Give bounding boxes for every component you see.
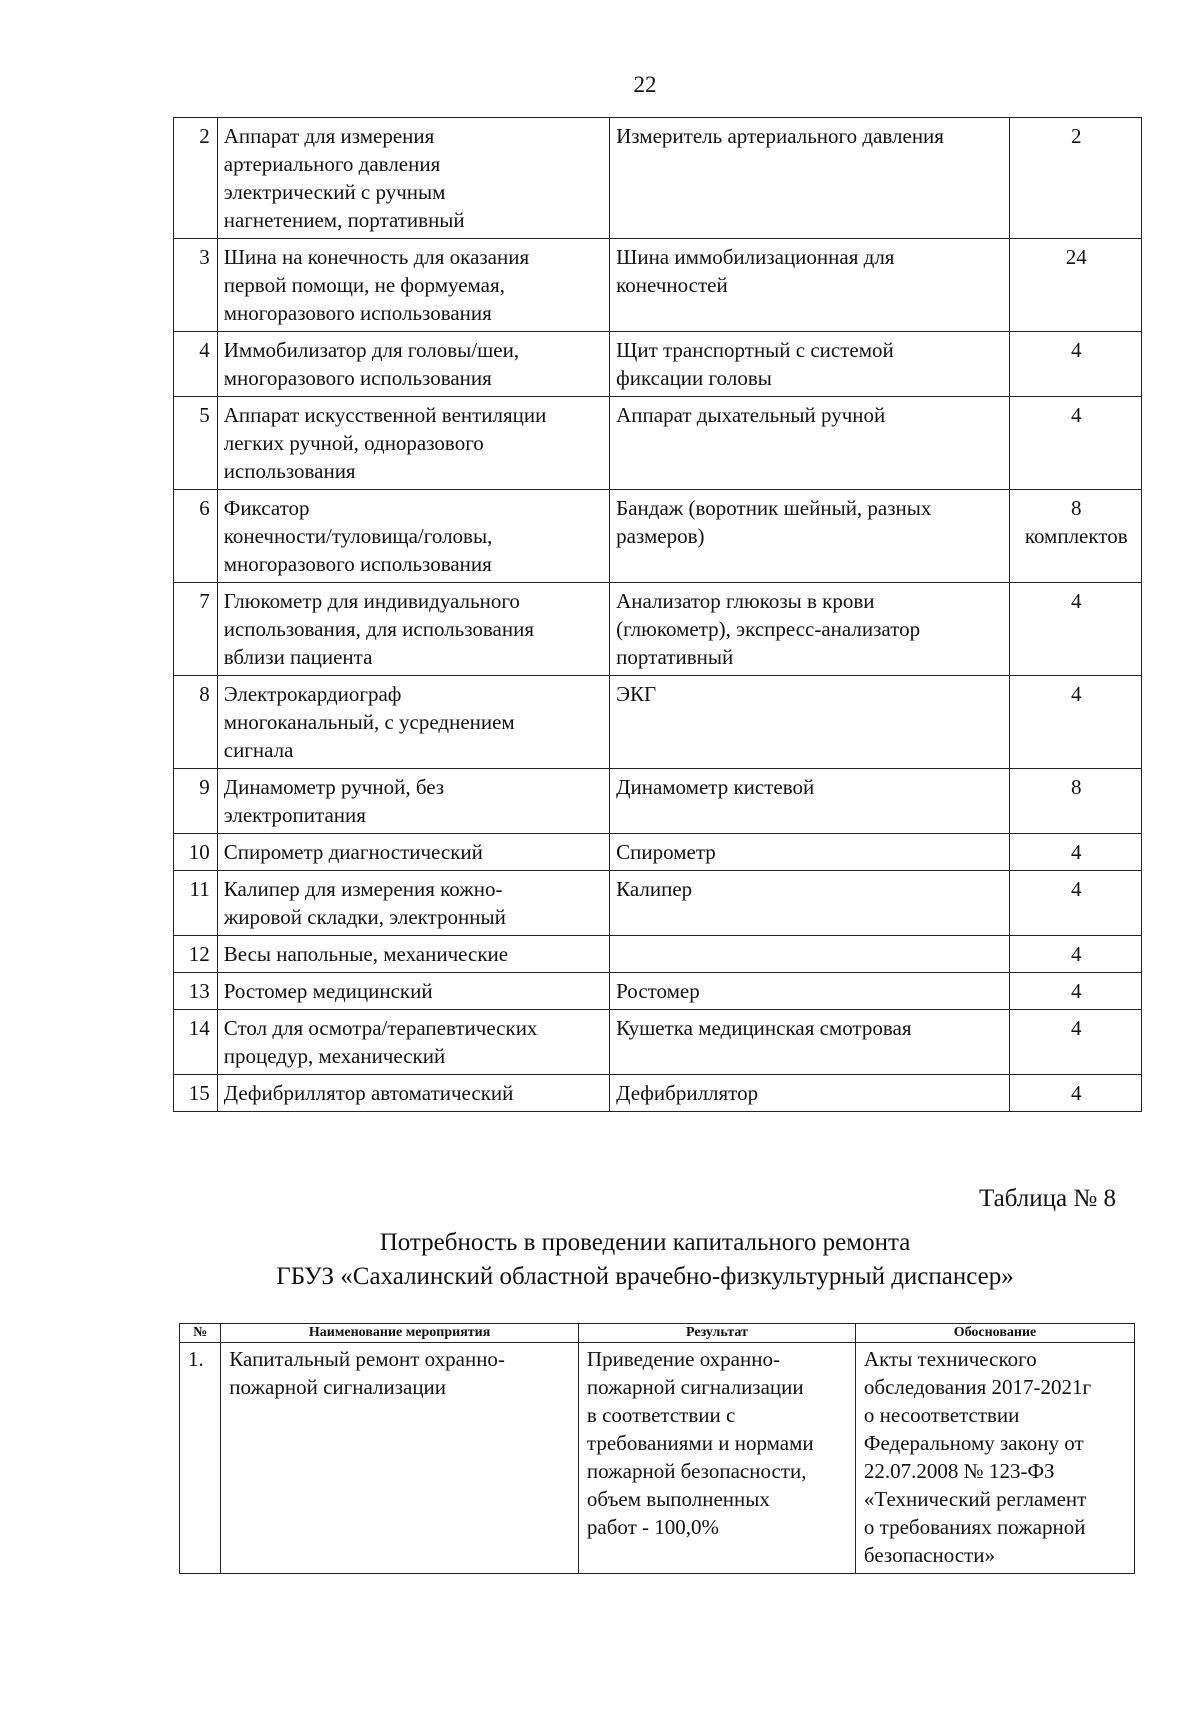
equipment-analog-line: конечностей (616, 273, 728, 297)
table-row (174, 583, 1142, 676)
equipment-name (217, 973, 609, 1010)
equipment-analog-line: Дефибриллятор (616, 1081, 759, 1105)
equipment-analog-line: (глюкометр), экспресс-анализатор (616, 617, 921, 641)
equipment-quantity (1010, 834, 1142, 871)
equipment-name-line: процедур, механический (223, 1044, 446, 1068)
row-number: 12 (174, 936, 218, 973)
header-event: Наименование мероприятия (221, 1324, 579, 1343)
equipment-quantity-line: 4 (1070, 979, 1082, 1003)
equipment-name (217, 239, 609, 332)
table-row (174, 239, 1142, 332)
table-row (174, 834, 1142, 871)
header-result: Результат (578, 1324, 855, 1343)
equipment-name-line: артериального давления (223, 152, 441, 176)
equipment-name-line: Шина на конечность для оказания (223, 245, 530, 269)
table-label: Таблица № 8 (978, 1185, 1116, 1212)
equipment-name (217, 397, 609, 490)
equipment-quantity (1010, 936, 1142, 973)
equipment-analog (610, 973, 1010, 1010)
equipment-name-line: Динамометр ручной, без (223, 775, 445, 799)
equipment-name (217, 936, 609, 973)
event-basis-line: обследования 2017-2021г (863, 1375, 1092, 1399)
repair-table (179, 1323, 1135, 1574)
repair-table-header-row (180, 1324, 1135, 1343)
equipment-analog-line: Измеритель артериального давления (616, 124, 944, 148)
event-result-line: работ - 100,0% (586, 1515, 720, 1539)
equipment-quantity-line: 4 (1070, 942, 1082, 966)
equipment-name-line: конечности/туловища/головы, (223, 524, 493, 548)
row-number: 8 (174, 676, 218, 769)
equipment-analog (610, 239, 1010, 332)
equipment-quantity-line: 8 (1070, 775, 1082, 799)
equipment-analog-line: Щит транспортный с системой (616, 338, 894, 362)
equipment-quantity-line: 4 (1070, 840, 1082, 864)
equipment-name (217, 490, 609, 583)
equipment-quantity (1010, 118, 1142, 239)
equipment-name-line: Спирометр диагностический (223, 840, 483, 864)
equipment-name-line: использования, для использования (223, 617, 535, 641)
event-result-line: объем выполненных (586, 1487, 770, 1511)
equipment-name (217, 676, 609, 769)
equipment-quantity-line: комплектов (1024, 524, 1128, 548)
header-num: № (180, 1324, 221, 1343)
row-number: 1. (180, 1343, 221, 1574)
equipment-quantity-line: 2 (1070, 124, 1082, 148)
equipment-analog (610, 397, 1010, 490)
equipment-analog-line: ЭКГ (616, 682, 657, 706)
equipment-analog-line: Аппарат дыхательный ручной (616, 403, 886, 427)
table-row (174, 490, 1142, 583)
row-number: 4 (174, 332, 218, 397)
equipment-name-line: Глюкометр для индивидуального (223, 589, 520, 613)
row-number: 14 (174, 1010, 218, 1075)
equipment-name-line: Электрокардиограф (223, 682, 402, 706)
equipment-name (217, 1010, 609, 1075)
equipment-analog-line: Калипер (616, 877, 693, 901)
equipment-quantity-line: 4 (1070, 877, 1082, 901)
table-title-line-2: ГБУЗ «Сахалинский областной врачебно-физкультурный диспансер» (276, 1263, 1014, 1290)
event-basis-line: Федеральному закону от (863, 1431, 1084, 1455)
event-basis-line: о требованиях пожарной (863, 1515, 1086, 1539)
event-basis-line: безопасности» (863, 1543, 995, 1567)
equipment-name (217, 769, 609, 834)
equipment-analog-line: размеров) (616, 524, 705, 548)
equipment-name (217, 332, 609, 397)
equipment-name-line: многоразового использования (223, 552, 492, 576)
event-result-line: пожарной безопасности, (586, 1459, 807, 1483)
equipment-analog-line: Шина иммобилизационная для (616, 245, 895, 269)
event-result-line: пожарной сигнализации (586, 1375, 804, 1399)
equipment-quantity-line: 4 (1070, 338, 1082, 362)
equipment-name (217, 583, 609, 676)
equipment-analog-line: Бандаж (воротник шейный, разных (616, 496, 932, 520)
row-number: 5 (174, 397, 218, 490)
equipment-analog (610, 490, 1010, 583)
equipment-analog (610, 834, 1010, 871)
equipment-quantity (1010, 1010, 1142, 1075)
equipment-quantity-line: 4 (1070, 589, 1082, 613)
event-result (578, 1343, 855, 1574)
equipment-name-line: сигнала (223, 738, 294, 762)
table-row (174, 332, 1142, 397)
row-number: 11 (174, 871, 218, 936)
equipment-name-line: вблизи пациента (223, 645, 373, 669)
table-row (174, 676, 1142, 769)
equipment-quantity-line: 4 (1070, 1016, 1082, 1040)
equipment-quantity (1010, 583, 1142, 676)
table-row (180, 1343, 1135, 1574)
row-number: 9 (174, 769, 218, 834)
equipment-quantity (1010, 973, 1142, 1010)
event-result-line: Приведение охранно- (586, 1347, 780, 1371)
equipment-table (173, 117, 1142, 1112)
row-number: 13 (174, 973, 218, 1010)
row-number: 7 (174, 583, 218, 676)
event-basis (855, 1343, 1134, 1574)
equipment-quantity (1010, 871, 1142, 936)
equipment-quantity (1010, 332, 1142, 397)
equipment-name-line: Калипер для измерения кожно- (223, 877, 503, 901)
equipment-name (217, 834, 609, 871)
equipment-name-line: Весы напольные, механические (223, 942, 509, 966)
equipment-name-line: использования (223, 459, 356, 483)
row-number: 10 (174, 834, 218, 871)
table-row (174, 936, 1142, 973)
table-row (174, 118, 1142, 239)
equipment-name-line: многоканальный, с усреднением (223, 710, 515, 734)
equipment-quantity-line: 4 (1070, 403, 1082, 427)
equipment-name-line: многоразового использования (223, 366, 492, 390)
event-name (221, 1343, 579, 1574)
equipment-quantity (1010, 769, 1142, 834)
equipment-name-line: Ростомер медицинский (223, 979, 433, 1003)
equipment-name-line: Иммобилизатор для головы/шеи, (223, 338, 520, 362)
event-result-line: в соответствии с (586, 1403, 736, 1427)
equipment-name (217, 1075, 609, 1112)
equipment-quantity (1010, 397, 1142, 490)
equipment-analog-line: фиксации головы (616, 366, 772, 390)
row-number: 3 (174, 239, 218, 332)
event-name-line: Капитальный ремонт охранно- (229, 1347, 505, 1371)
equipment-quantity (1010, 1075, 1142, 1112)
equipment-name-line: Аппарат искусственной вентиляции (223, 403, 547, 427)
equipment-quantity-line: 4 (1070, 1081, 1082, 1105)
event-result-line: требованиями и нормами (586, 1431, 814, 1455)
equipment-quantity (1010, 490, 1142, 583)
equipment-name-line: Фиксатор (223, 496, 310, 520)
equipment-quantity (1010, 239, 1142, 332)
table-title (150, 1226, 1140, 1294)
equipment-name-line: Дефибриллятор автоматический (223, 1081, 514, 1105)
event-basis-line: о несоответствии (863, 1403, 1020, 1427)
event-basis-line: «Технический регламент (863, 1487, 1087, 1511)
equipment-quantity-line: 24 (1065, 245, 1087, 269)
row-number: 6 (174, 490, 218, 583)
equipment-name-line: Аппарат для измерения (223, 124, 435, 148)
equipment-analog-line: Спирометр (616, 840, 716, 864)
header-basis: Обоснование (855, 1324, 1134, 1343)
table-row (174, 769, 1142, 834)
equipment-analog (610, 1010, 1010, 1075)
event-basis-line: 22.07.2008 № 123-ФЗ (863, 1459, 1055, 1483)
table-row (174, 1075, 1142, 1112)
equipment-name-line: электрический с ручным (223, 180, 446, 204)
equipment-analog (610, 676, 1010, 769)
equipment-analog (610, 769, 1010, 834)
equipment-analog-line: Динамометр кистевой (616, 775, 815, 799)
equipment-name-line: нагнетением, портативный (223, 208, 465, 232)
event-name-line: пожарной сигнализации (229, 1375, 447, 1399)
equipment-name-line: легких ручной, одноразового (223, 431, 484, 455)
table-title-line-1: Потребность в проведении капитального ремонта (379, 1229, 911, 1256)
equipment-analog-line: Анализатор глюкозы в крови (616, 589, 875, 613)
equipment-name-line: Стол для осмотра/терапевтических (223, 1016, 538, 1040)
equipment-analog (610, 118, 1010, 239)
equipment-analog (610, 936, 1010, 973)
table-row (174, 973, 1142, 1010)
equipment-analog-line: Ростомер (616, 979, 700, 1003)
equipment-name-line: электропитания (223, 803, 366, 827)
event-basis-line: Акты технического (863, 1347, 1037, 1371)
table-row (174, 871, 1142, 936)
equipment-analog (610, 583, 1010, 676)
equipment-quantity-line: 4 (1070, 682, 1082, 706)
row-number: 2 (174, 118, 218, 239)
equipment-name-line: жировой складки, электронный (223, 905, 506, 929)
equipment-name-line: многоразового использования (223, 301, 492, 325)
equipment-analog (610, 871, 1010, 936)
equipment-name (217, 871, 609, 936)
equipment-quantity (1010, 676, 1142, 769)
equipment-name-line: первой помощи, не формуемая, (223, 273, 505, 297)
equipment-analog (610, 332, 1010, 397)
table-row (174, 1010, 1142, 1075)
equipment-name (217, 118, 609, 239)
equipment-analog-line: портативный (616, 645, 734, 669)
equipment-analog-line: Кушетка медицинская смотровая (616, 1016, 912, 1040)
page-number: 22 (633, 72, 657, 97)
row-number: 15 (174, 1075, 218, 1112)
equipment-analog (610, 1075, 1010, 1112)
table-row (174, 397, 1142, 490)
equipment-quantity-line: 8 (1070, 496, 1082, 520)
